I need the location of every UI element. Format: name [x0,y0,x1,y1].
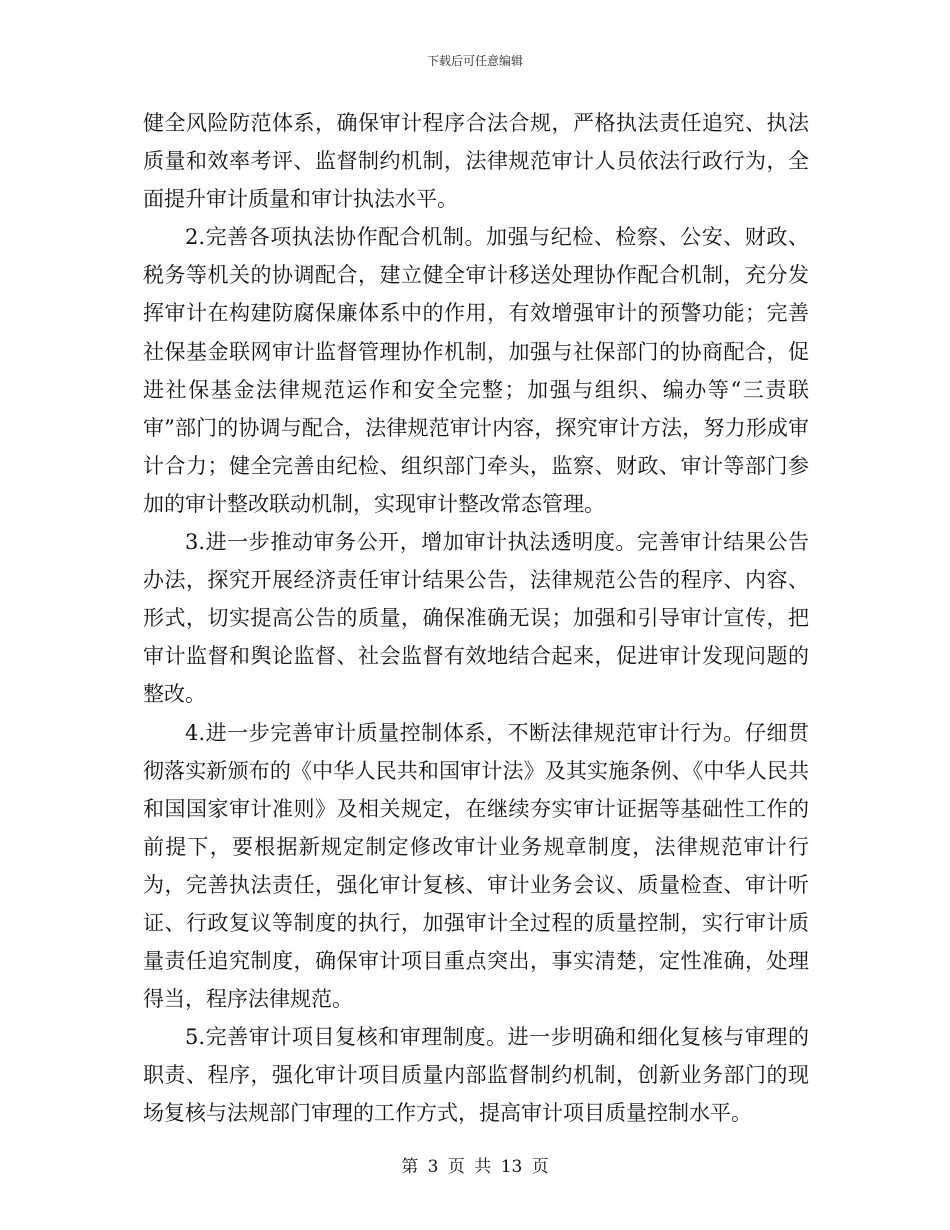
document-body [143,104,809,1133]
paragraph-item-5: 5.完善审计项目复核和审理制度。进一步明确和细化复核与审理的职责、程序，强化审计项目质量内部监督制约机制，创新业务部门的现场复核与法规部门审理的工作方式，提高审计项目质量控制水平。 [143,1025,809,1126]
paragraph-item-2: 2.完善各项执法协作配合机制。加强与纪检、检察、公安、财政、税务等机关的协调配合，建立健全审计移送处理协作配合机制，充分发挥审计在构建防腐保廉体系中的作用，有效增强审计的预警功能；完善社保基金联网审计监督管理协作机制，加强与社保部门的协商配合，促进社保基金法律规范运作和安全完整；加强与组织、编办等“三责联审”部门的协调与配合，法律规范审计内容，探究审计方法，努力形成审计合力；健全完善由纪检、组织部门牵头，监察、财政、审计等部门参加的审计整改联动机制，实现审计整改常态管理。 [143,225,809,516]
page-header-note: 下载后可任意编辑 [426,54,523,68]
paragraph-continuation: 健全风险防范体系，确保审计程序合法合规，严格执法责任追究、执法质量和效率考评、监督制约机制，法律规范审计人员依法行政行为，全面提升审计质量和审计执法水平。 [143,111,809,212]
page-number-footer: 第 3 页 共 13 页 [401,1157,549,1177]
paragraph-item-3: 3.进一步推动审务公开，增加审计执法透明度。完善审计结果公告办法，探究开展经济责任审计结果公告，法律规范公告的程序、内容、形式，切实提高公告的质量，确保准确无误；加强和引导审计宣传，把审计监督和舆论监督、社会监督有效地结合起来，促进审计发现问题的整改。 [143,530,809,707]
paragraph-item-4: 4.进一步完善审计质量控制体系，不断法律规范审计行为。仔细贯彻落实新颁布的《中华人民共和国审计法》及其实施条例、《中华人民共和国国家审计准则》及相关规定，在继续夯实审计证据等基础性工作的前提下，要根据新规定制定修改审计业务规章制度，法律规范审计行为，完善执法责任，强化审计复核、审计业务会议、质量检查、审计听证、行政复议等制度的执行，加强审计全过程的质量控制，实行审计质量责任追究制度，确保审计项目重点突出，事实清楚，定性准确，处理得当，程序法律规范。 [143,720,809,1012]
